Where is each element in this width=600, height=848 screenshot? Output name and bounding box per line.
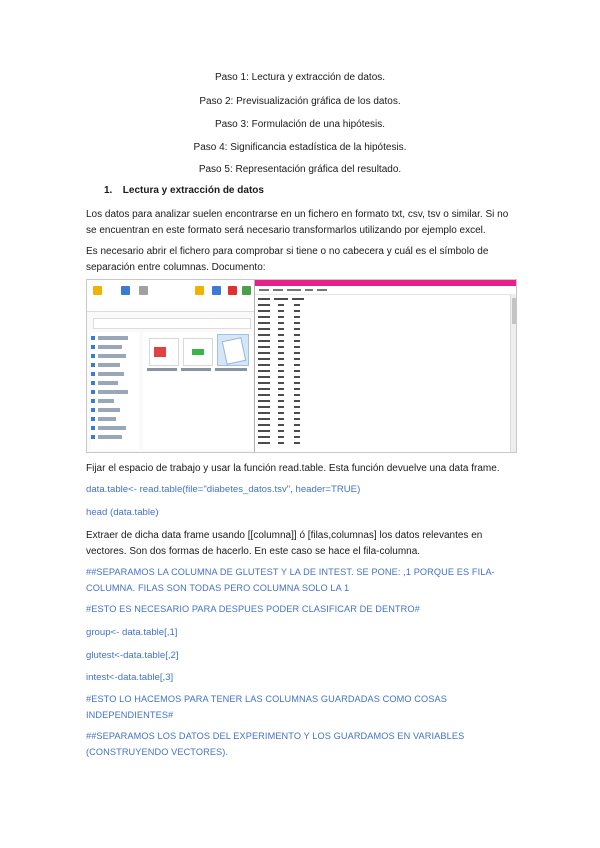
section-number: 1. — [104, 185, 113, 196]
code-glutest: glutest<-data.table[,2] — [86, 650, 179, 661]
code-comment-columns: #ESTO LO HACEMOS PARA TENER LAS COLUMNAS GUARDADAS COMO COSAS INDEPENDIENTES# — [86, 694, 447, 720]
explorer-ribbon — [87, 280, 254, 312]
file-list — [143, 332, 253, 450]
extract-paragraph: Extraer de dicha data frame usando [[columna]] ó [filas,columnas] los datos relevantes en vectores. Son dos formas de hacerlo. En este caso se hace el fila-columna. — [86, 530, 483, 557]
step-1: Paso 1: Lectura y extracción de datos. — [214, 72, 386, 83]
code-read-table: data.table<- read.table(file="diabetes_datos.tsv", header=TRUE) — [86, 484, 361, 495]
paste-icon — [139, 286, 148, 295]
step-3: Paso 3: Formulación de una hipótesis. — [214, 119, 386, 130]
copy-icon — [121, 286, 130, 295]
file-thumbnail — [149, 338, 179, 366]
code-intest: intest<-data.table[,3] — [86, 672, 174, 683]
navigation-pane — [91, 332, 139, 450]
code-group: group<- data.table[,1] — [86, 627, 178, 638]
delete-icon — [228, 286, 237, 295]
notepad-window — [254, 280, 517, 452]
step-4: Paso 4: Significancia estadística de la hipótesis. — [193, 142, 407, 153]
rename-icon — [242, 286, 251, 295]
step-2: Paso 2: Previsualización gráfica de los datos. — [199, 96, 401, 107]
document-screenshot — [86, 279, 517, 453]
open-file-paragraph: Es necesario abrir el fichero para comprobar si tiene o no cabecera y cuál es el símbolo de separación entre columnas. Documento: — [86, 246, 489, 273]
section-heading — [104, 185, 264, 196]
code-head: head (data.table) — [86, 507, 159, 518]
file-thumbnail — [183, 338, 213, 366]
workspace-paragraph: Fijar el espacio de trabajo y usar la función read.table. Esta función devuelve una data frame. — [86, 463, 500, 474]
clipboard-icon — [93, 286, 102, 295]
notepad-file-icon — [217, 334, 249, 366]
folder-icon — [195, 286, 204, 295]
address-bar — [93, 318, 251, 329]
code-comment-vectors: ##SEPARAMOS LOS DATOS DEL EXPERIMENTO Y LOS GUARDAMOS EN VARIABLES (CONSTRUYENDO VECTORES). — [86, 731, 465, 757]
step-5: Paso 5: Representación gráfica del resultado. — [198, 164, 402, 175]
scrollbar-thumb[interactable] — [512, 298, 516, 324]
intro-paragraph: Los datos para analizar suelen encontrarse en un fichero en formato txt, csv, tsv o similar. Si no se encuentran en este formato será necesario transformarlos utilizando por ejemplo excel. — [86, 209, 509, 236]
file-explorer-window — [87, 280, 254, 452]
notepad-menubar — [255, 286, 517, 295]
move-icon — [212, 286, 221, 295]
code-comment-necessary: #ESTO ES NECESARIO PARA DESPUES PODER CLASIFICAR DE DENTRO# — [86, 604, 420, 614]
section-title: Lectura y extracción de datos — [122, 185, 264, 196]
code-comment-separate: ##SEPARAMOS LA COLUMNA DE GLUTEST Y LA DE INTEST. SE PONE: ,1 PORQUE ES FILA-COLUMNA. FILAS SON TODAS PERO COLUMNA SOLO LA 1 — [86, 567, 495, 593]
